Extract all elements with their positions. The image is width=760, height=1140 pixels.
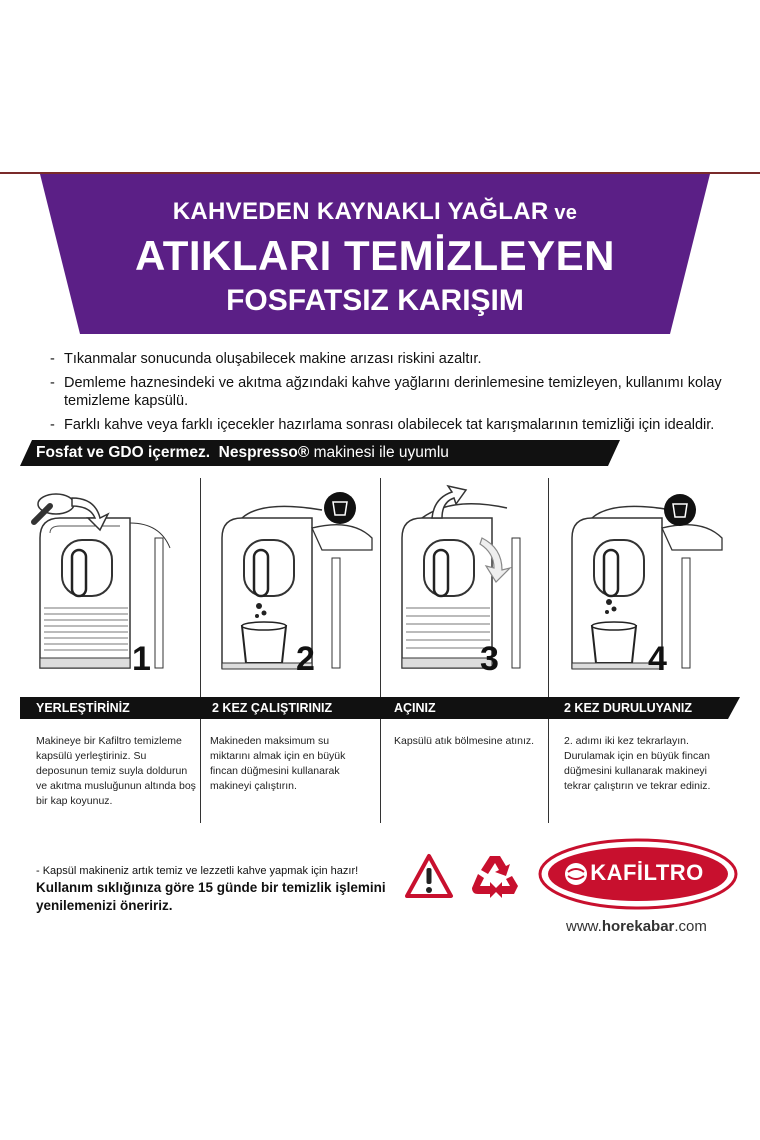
notice-text bbox=[36, 444, 449, 462]
coffee-machine-icon bbox=[382, 478, 560, 683]
step-3-illustration bbox=[382, 478, 560, 683]
banner-line-1 bbox=[40, 198, 710, 226]
banner-line-3: FOSFATSIZ KARIŞIM bbox=[226, 284, 524, 317]
header-banner bbox=[40, 174, 710, 334]
step-4-description: 2. adımı iki kez tekrarlayın. Durulamak için en büyük fincan düğmesini kullanarak makineyi tekrar çalıştırın ve tekrar ediniz. bbox=[564, 735, 711, 792]
footer-recommendation: Kullanım sıklığınıza göre 15 günde bir temizlik işlemini yenilemenizi öneririz. bbox=[36, 880, 386, 913]
banner-line-1-small: ve bbox=[548, 202, 578, 224]
notice-part-1: Fosfat ve GDO içermez. bbox=[36, 444, 211, 461]
step-2-description: Makineden maksimum su miktarını almak için en büyük fincan düğmesini kullanarak makineyi çalıştırın. bbox=[210, 735, 346, 792]
step-2-illustration bbox=[202, 478, 380, 683]
feature-list bbox=[50, 350, 740, 440]
step-2-label: 2 KEZ ÇALIŞTIRINIZ bbox=[212, 701, 333, 715]
step-divider bbox=[380, 478, 381, 823]
feature-item: - Tıkanmalar sonucunda oluşabilecek makine arızası riskini azaltır. bbox=[50, 350, 740, 368]
website-brand: horekabar bbox=[601, 918, 675, 935]
banner-line-2: ATIKLARI TEMİZLEYEN bbox=[134, 232, 616, 279]
feature-item: - Farklı kahve veya farklı içecekler hazırlama sonrası olabilecek tat karışmalarının temizliği için idealdir. bbox=[50, 416, 740, 434]
step-4-label: 2 KEZ DURULUYANIZ bbox=[564, 701, 693, 715]
step-4-illustration bbox=[552, 478, 730, 683]
notice-brand: Nespresso® bbox=[218, 444, 310, 461]
kafiltro-logo-text: KAFİLTRO bbox=[590, 860, 704, 885]
step-number-3: 3 bbox=[480, 640, 499, 678]
step-number-1: 1 bbox=[132, 640, 151, 678]
step-3-description: Kapsülü atık bölmesine atınız. bbox=[394, 735, 535, 747]
coffee-machine-icon bbox=[20, 478, 198, 683]
feature-item: - Demleme haznesindeki ve akıtma ağzındaki kahve yağlarını derinlemesine temizleyen, kullanımı kolay temizleme kapsülü. bbox=[50, 374, 740, 410]
step-divider bbox=[200, 478, 201, 823]
website-link[interactable] bbox=[566, 918, 707, 935]
notice-bar bbox=[20, 440, 620, 466]
step-1-illustration bbox=[20, 478, 198, 683]
step-1-description: Makineye bir Kafiltro temizleme kapsülü yerleştiriniz. Su deposunun temiz suyla doldurun ve akıtma musluğunun altında boş bir kap koyunuz. bbox=[36, 735, 196, 807]
kafiltro-logo bbox=[538, 838, 738, 910]
step-number-2: 2 bbox=[296, 640, 315, 678]
website-prefix: www. bbox=[566, 918, 602, 935]
coffee-machine-icon bbox=[202, 478, 380, 683]
notice-part-3: makinesi ile uyumlu bbox=[309, 444, 449, 461]
footer-text bbox=[36, 864, 396, 915]
footer-note: - Kapsül makineniz artık temiz ve lezzetli kahve yapmak için hazır! bbox=[36, 865, 359, 877]
step-number-4: 4 bbox=[648, 640, 667, 678]
warning-triangle-icon bbox=[404, 852, 454, 902]
step-label-bar bbox=[20, 697, 740, 719]
step-3-label: AÇINIZ bbox=[394, 701, 436, 715]
website-suffix: .com bbox=[674, 918, 707, 935]
step-1-label: YERLEŞTİRİNİZ bbox=[36, 701, 130, 715]
banner-line-1-main: KAHVEDEN KAYNAKLI YAĞLAR bbox=[172, 198, 549, 225]
coffee-machine-icon bbox=[552, 478, 730, 683]
recycle-icon bbox=[468, 852, 522, 902]
